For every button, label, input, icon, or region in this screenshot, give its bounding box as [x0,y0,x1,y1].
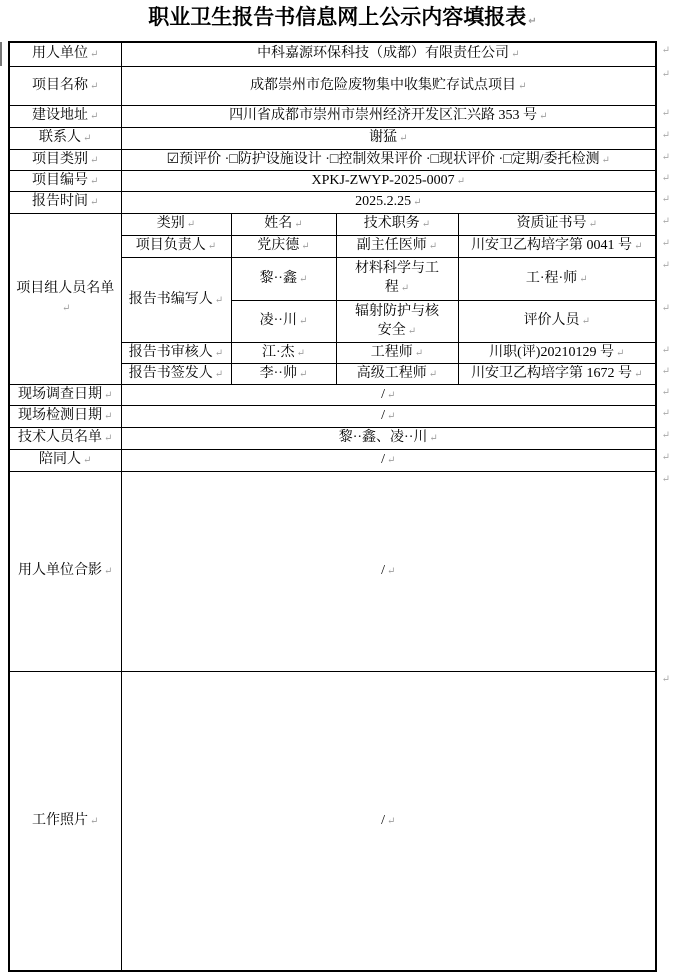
report-date-label: 报告时间 ↵ [32,194,98,209]
page-title-text: 职业卫生报告书信息网上公示内容填报表 ↵ [148,6,536,29]
team-leader-name-cell [231,235,336,257]
technicians-label-cell [9,427,121,449]
project-name-value: 成都崇州市危险废物集中收集贮存试点项目 ↵ [250,78,526,93]
project-name-label-cell [9,66,121,105]
team-reviewer-title: 工程师 ↵ [371,345,423,360]
survey-date-value: / ↵ [381,387,395,402]
team-reviewer-name-cell [231,342,336,363]
row-project-no [9,170,656,191]
technicians-value: 黎··鑫、凌··川 ↵ [339,430,438,445]
employer-label: 用人单位 ↵ [32,46,98,61]
team-writer2-name: 凌··川 ↵ [260,313,308,328]
team-writer2-cert: 评价人员 ↵ [524,313,590,328]
row-test-date [9,405,656,427]
team-writer1-title-cell [336,257,458,300]
survey-date-value-cell [121,384,656,405]
team-writer1-cert: 工·程·师 ↵ [526,271,588,286]
category-value-cell [121,149,656,170]
project-no-value: XPKJ-ZWYP-2025-0007 ↵ [312,173,466,188]
team-reviewer-category-cell [121,342,231,363]
team-leader-category-cell [121,235,231,257]
team-issuer-name-cell [231,363,336,384]
team-writer2-name-cell [231,300,336,342]
report-date-label-cell [9,191,121,213]
survey-date-label-cell [9,384,121,405]
team-writer2-title: 辐射防护与核安全 ↵ [355,304,439,338]
team-leader-title-cell [336,235,458,257]
team-issuer-name: 李··帅 ↵ [260,366,308,381]
team-issuer-cert-cell [458,363,656,384]
companion-value-cell [121,449,656,471]
test-date-value: / ↵ [381,408,395,423]
employer-value: 中科嘉源环保科技（成都）有限责任公司 ↵ [257,46,519,61]
group-photo-label: 用人单位合影 ↵ [18,563,112,578]
work-photo-value-cell [121,671,656,971]
team-writers-category: 报告书编写人 ↵ [129,292,223,307]
project-name-label: 项目名称 ↵ [32,78,98,93]
team-leader-cert-cell [458,235,656,257]
contact-label: 联系人 ↵ [39,130,91,145]
page-edge-mark [0,42,2,66]
team-leader-cert: 川安卫乙构培字第 0041 号 ↵ [471,238,642,253]
category-checkboxes: ☑预评价 ·□防护设施设计 ·□控制效果评价 ·□现状评价 ·□定期/委托检测 ↵ [167,152,610,167]
row-contact [9,127,656,149]
row-category [9,149,656,170]
team-reviewer-cert-cell [458,342,656,363]
team-issuer-category-cell [121,363,231,384]
report-date-value-cell [121,191,656,213]
companion-label: 陪同人 ↵ [39,452,91,467]
team-reviewer-cert: 川职(评)20210129 号 ↵ [489,345,624,360]
work-photo-label: 工作照片 ↵ [32,813,98,828]
team-leader-name: 党庆德 ↵ [257,238,309,253]
team-issuer-title-cell [336,363,458,384]
team-header-cert: 资质证书号 ↵ [517,216,597,231]
report-form-table [8,41,657,972]
team-header-cert-cell [458,213,656,235]
team-label-cell [9,213,121,384]
team-reviewer-category: 报告书审核人 ↵ [129,345,223,360]
team-header-title-cell [336,213,458,235]
row-work-photo [9,671,656,971]
page-title [0,5,685,34]
address-label-cell [9,105,121,127]
team-writer1-cert-cell [458,257,656,300]
test-date-value-cell [121,405,656,427]
team-label: 项目组人员名单 ↵ [16,281,114,315]
address-label: 建设地址 ↵ [32,108,98,123]
contact-value-cell [121,127,656,149]
category-label: 项目类别 ↵ [32,152,98,167]
group-photo-value: / ↵ [381,563,395,578]
project-no-label-cell [9,170,121,191]
team-header-category: 类别 ↵ [157,216,195,231]
team-leader-title: 副主任医师 ↵ [357,238,437,253]
technicians-value-cell [121,427,656,449]
team-writer1-name: 黎··鑫 ↵ [260,271,308,286]
team-writer1-name-cell [231,257,336,300]
work-photo-value: / ↵ [381,813,395,828]
team-header-category-cell [121,213,231,235]
team-issuer-category: 报告书签发人 ↵ [129,366,223,381]
contact-value: 谢猛 ↵ [369,130,407,145]
team-writer2-title-cell [336,300,458,342]
team-leader-category: 项目负责人 ↵ [136,238,216,253]
companion-value: / ↵ [381,452,395,467]
category-label-cell [9,149,121,170]
contact-label-cell [9,127,121,149]
team-header-name: 姓名 ↵ [264,216,302,231]
team-issuer-title: 高级工程师 ↵ [357,366,437,381]
team-header-title: 技术职务 ↵ [364,216,430,231]
team-writer2-cert-cell [458,300,656,342]
group-photo-value-cell [121,471,656,671]
project-no-label: 项目编号 ↵ [32,173,98,188]
test-date-label-cell [9,405,121,427]
team-header-name-cell [231,213,336,235]
companion-label-cell [9,449,121,471]
row-project-name [9,66,656,105]
row-technicians [9,427,656,449]
team-issuer-cert: 川安卫乙构培字第 1672 号 ↵ [471,366,642,381]
address-value: 四川省成都市崇州市崇州经济开发区汇兴路 353 号 ↵ [229,108,547,123]
team-writer1-title: 材料科学与工程 ↵ [355,261,439,295]
test-date-label: 现场检测日期 ↵ [18,408,112,423]
row-report-date [9,191,656,213]
group-photo-label-cell [9,471,121,671]
address-value-cell [121,105,656,127]
row-survey-date [9,384,656,405]
employer-label-cell [9,42,121,66]
project-name-value-cell [121,66,656,105]
technicians-label: 技术人员名单 ↵ [18,430,112,445]
row-group-photo [9,471,656,671]
survey-date-label: 现场调查日期 ↵ [18,387,112,402]
row-companion [9,449,656,471]
row-employer [9,42,656,66]
employer-value-cell [121,42,656,66]
team-reviewer-name: 江·杰 ↵ [262,345,305,360]
team-writers-category-cell [121,257,231,342]
report-date-value: 2025.2.25 ↵ [355,194,421,209]
team-reviewer-title-cell [336,342,458,363]
project-no-value-cell [121,170,656,191]
work-photo-label-cell [9,671,121,971]
row-team-header [9,213,656,235]
row-address [9,105,656,127]
